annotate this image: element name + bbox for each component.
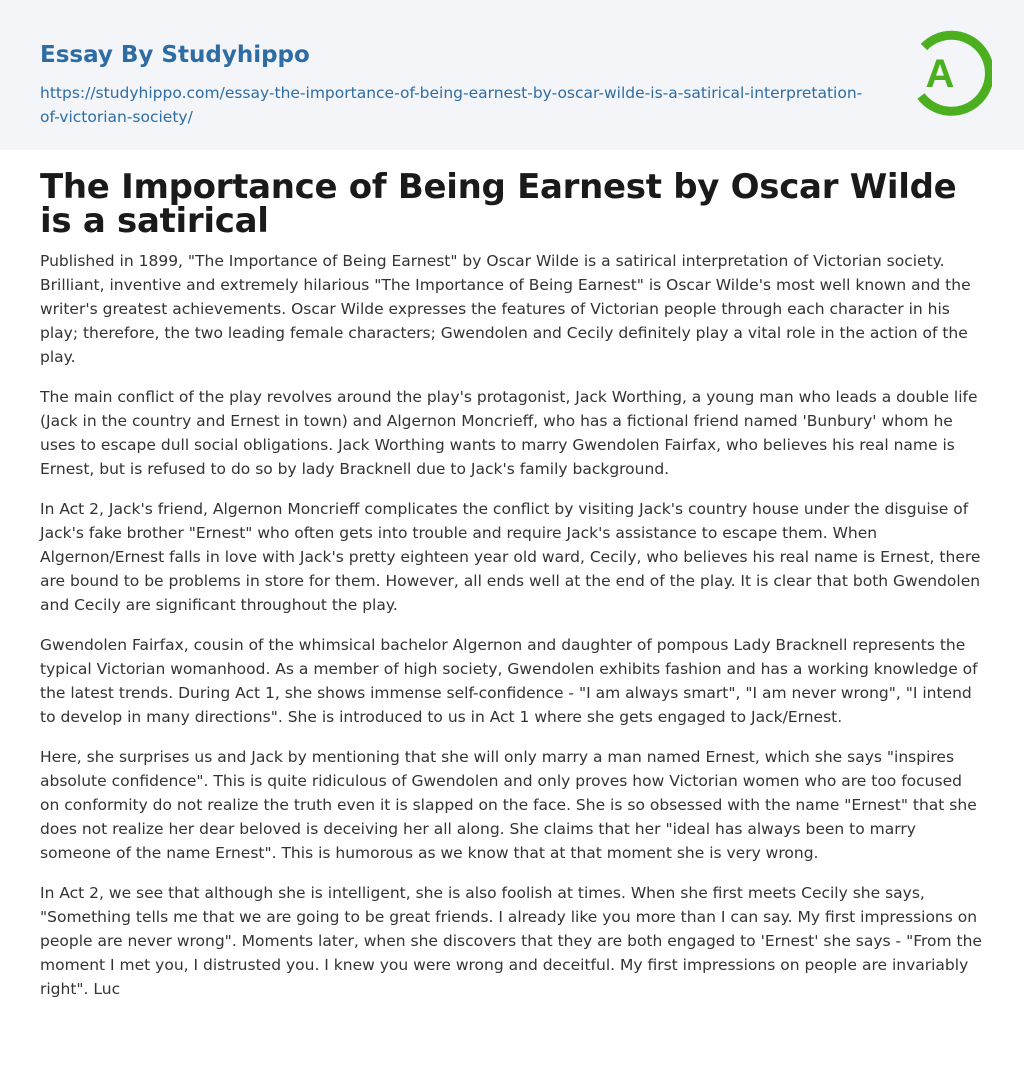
essay-paragraph: Here, she surprises us and Jack by mentioning that she will only marry a man named Ernest, which she says "inspires absolute confidence". This is quite ridiculous of Gwendolen and only proves how Victorian women who are too focused on conformity do not realize the truth even it is slapped on the face. She is so obsessed with the name "Ernest" that she does not realize her dear beloved is deceiving her all along. She claims that her "ideal has always been to marry someone of the name Ernest". This is humorous as we know that at that moment she is very wrong. xyxy=(40,748,977,862)
essay-url-link[interactable]: https://studyhippo.com/essay-the-importance-of-being-earnest-by-oscar-wilde-is-a-satirical-interpretation-of-victorian-society/ xyxy=(40,84,863,126)
essay-body xyxy=(40,249,984,1017)
essay-paragraph: The main conflict of the play revolves around the play's protagonist, Jack Worthing, a young man who leads a double life (Jack in the country and Ernest in town) and Algernon Moncrieff, who has a fictional friend named 'Bunbury' whom he uses to escape dull social obligations. Jack Worthing wants to marry Gwendolen Fairfax, who believes his real name is Ernest, but is refused to do so by lady Bracknell due to Jack's family background. xyxy=(40,388,978,478)
logo-letter: A xyxy=(925,52,955,96)
essay-paragraph: Gwendolen Fairfax, cousin of the whimsical bachelor Algernon and daughter of pompous Lady Bracknell represents the typical Victorian womanhood. As a member of high society, Gwendolen exhibits fashion and has a working knowledge of the latest trends. During Act 1, she shows immense self-confidence - "I am always smart", "I am never wrong", "I intend to develop in many directions". She is introduced to us in Act 1 where she gets engaged to Jack/Ernest. xyxy=(40,636,978,726)
site-brand[interactable]: Essay By Studyhippo xyxy=(40,42,310,68)
essay-paragraph: In Act 2, we see that although she is intelligent, she is also foolish at times. When she first meets Cecily she says, "Something tells me that we are going to be great friends. I already like you more than I can say. My first impressions on people are never wrong". Moments later, when she discovers that they are both engaged to 'Ernest' she says - "From the moment I met you, I distrusted you. I knew you were wrong and deceitful. My first impressions on people are invariably right". Luc xyxy=(40,884,982,998)
essay-title: The Importance of Being Earnest by Oscar Wilde is a satirical xyxy=(40,167,957,241)
essay-paragraph: Published in 1899, "The Importance of Being Earnest" by Oscar Wilde is a satirical interpretation of Victorian society. Brilliant, inventive and extremely hilarious "The Importance of Being Earnest" is Oscar Wilde's most well known and the writer's greatest achievements. Oscar Wilde expresses the features of Victorian people through each character in his play; therefore, the two leading female characters; Gwendolen and Cecily definitely play a vital role in the action of the play. xyxy=(40,252,971,366)
essay-paragraph: In Act 2, Jack's friend, Algernon Moncrieff complicates the conflict by visiting Jack's country house under the disguise of Jack's fake brother "Ernest" who often gets into trouble and require Jack's assistance to escape them. When Algernon/Ernest falls in love with Jack's pretty eighteen year old ward, Cecily, who believes his real name is Ernest, there are bound to be problems in store for them. However, all ends well at the end of the play. It is clear that both Gwendolen and Cecily are significant throughout the play. xyxy=(40,500,981,614)
studyhippo-logo-icon[interactable] xyxy=(902,26,992,118)
site-header xyxy=(0,0,1024,150)
